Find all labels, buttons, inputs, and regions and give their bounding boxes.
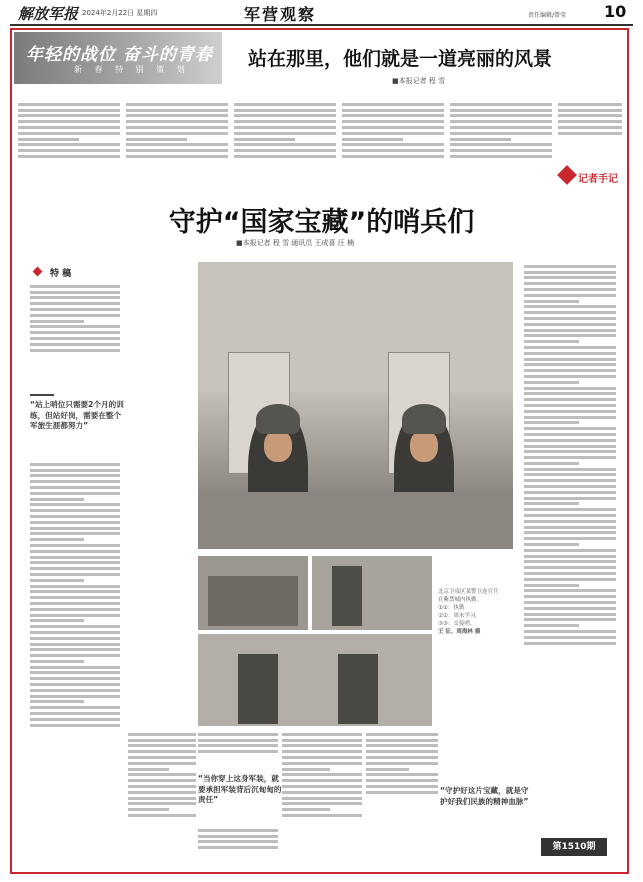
- text-line: [234, 149, 336, 152]
- text-line: [524, 630, 616, 633]
- text-line: [282, 773, 362, 776]
- text-line: [524, 618, 616, 621]
- text-line: [366, 762, 438, 765]
- text-line: [128, 768, 169, 771]
- text-line: [128, 808, 169, 811]
- photo-handover-soldier-1: [238, 654, 278, 724]
- story1-column-1: [18, 100, 120, 192]
- text-line: [30, 561, 120, 564]
- text-line: [558, 132, 622, 135]
- text-line: [18, 114, 120, 117]
- text-line: [342, 132, 444, 135]
- text-line: [524, 387, 616, 390]
- pull-quote-1: “站上哨位只需要2个月的训练，但站好岗，需要在整个军旅生涯都努力”: [30, 400, 124, 430]
- caption-line: ③③：交接哨。: [438, 621, 476, 627]
- masthead-rule: [10, 24, 633, 26]
- story1-headline: 站在那里，他们就是一道亮丽的风景: [248, 48, 553, 70]
- section-title: 军营观察: [244, 5, 317, 24]
- text-line: [126, 114, 228, 117]
- text-line: [558, 114, 622, 117]
- text-line: [128, 785, 196, 788]
- text-line: [198, 840, 278, 843]
- text-line: [30, 556, 120, 559]
- text-line: [524, 473, 616, 476]
- text-line: [450, 109, 552, 112]
- issue-date: 2024年2月22日 星期四: [82, 9, 158, 17]
- text-line: [524, 288, 616, 291]
- text-line: [282, 797, 362, 800]
- text-line: [30, 515, 120, 518]
- story2-column-3a: [198, 730, 278, 770]
- text-line: [126, 132, 228, 135]
- text-line: [234, 155, 336, 158]
- story2-column-1b: [30, 460, 120, 860]
- editor-credit: 责任编辑/曾莹: [528, 12, 567, 19]
- pull-quote-rule: [30, 394, 54, 396]
- text-line: [30, 695, 120, 698]
- text-line: [30, 302, 120, 305]
- text-line: [30, 689, 120, 692]
- text-line: [128, 750, 196, 753]
- text-line: [30, 296, 120, 299]
- text-line: [524, 560, 616, 563]
- text-line: [524, 520, 616, 523]
- text-line: [524, 485, 616, 488]
- text-line: [524, 450, 616, 453]
- text-line: [524, 346, 616, 349]
- text-line: [524, 323, 616, 326]
- text-line: [524, 555, 616, 558]
- text-line: [30, 590, 120, 593]
- text-line: [524, 613, 616, 616]
- text-line: [524, 578, 616, 581]
- text-line: [30, 331, 120, 334]
- text-line: [524, 601, 616, 604]
- text-line: [30, 498, 84, 501]
- text-line: [524, 491, 616, 494]
- text-line: [524, 642, 616, 645]
- text-line: [18, 126, 120, 129]
- text-line: [524, 445, 616, 448]
- text-line: [126, 149, 228, 152]
- text-line: [366, 756, 438, 759]
- text-line: [30, 337, 120, 340]
- text-line: [30, 614, 120, 617]
- text-line: [366, 733, 438, 736]
- text-line: [126, 120, 228, 123]
- text-line: [524, 340, 579, 343]
- text-line: [30, 625, 120, 628]
- text-line: [30, 544, 120, 547]
- text-line: [282, 733, 362, 736]
- caption-line: 北京卫戍区某警卫连官兵: [438, 589, 499, 595]
- text-line: [524, 636, 616, 639]
- text-line: [282, 750, 362, 753]
- text-line: [524, 502, 579, 505]
- text-line: [234, 143, 336, 146]
- text-line: [524, 352, 616, 355]
- pull-quote-3: “守护好这片宝藏，就是守护好我们民族的精神血脉”: [440, 786, 529, 806]
- text-line: [30, 654, 120, 657]
- text-line: [282, 744, 362, 747]
- text-line: [342, 120, 444, 123]
- story1-column-5: [450, 100, 552, 192]
- text-line: [366, 779, 438, 782]
- text-line: [282, 739, 362, 742]
- text-line: [30, 486, 120, 489]
- text-line: [30, 608, 120, 611]
- text-line: [128, 814, 196, 817]
- text-line: [30, 308, 120, 311]
- newspaper-logo: 解放军报: [18, 5, 79, 23]
- text-line: [30, 463, 120, 466]
- text-line: [30, 480, 120, 483]
- text-line: [524, 381, 579, 384]
- text-line: [30, 291, 120, 294]
- text-line: [126, 103, 228, 106]
- text-line: [366, 739, 438, 742]
- text-line: [450, 155, 552, 158]
- story2-column-2: [128, 730, 196, 866]
- story1-column-4: [342, 100, 444, 192]
- photo-duty: [312, 556, 432, 630]
- text-line: [450, 138, 511, 141]
- photo-duty-soldier: [332, 566, 362, 626]
- text-line: [524, 589, 616, 592]
- text-line: [30, 503, 120, 506]
- photo-caption: [438, 588, 514, 636]
- text-line: [30, 585, 120, 588]
- text-line: [524, 265, 616, 268]
- text-line: [524, 329, 616, 332]
- text-line: [342, 155, 444, 158]
- text-line: [450, 120, 552, 123]
- text-line: [30, 521, 120, 524]
- text-line: [282, 802, 362, 805]
- text-line: [524, 468, 616, 471]
- text-line: [342, 114, 444, 117]
- text-line: [128, 797, 196, 800]
- story2-column-4: [282, 730, 362, 866]
- text-line: [524, 526, 616, 529]
- banner-subtitle: 新 春 特 别 策 划: [74, 65, 190, 74]
- text-line: [234, 126, 336, 129]
- text-line: [198, 733, 278, 736]
- text-line: [30, 637, 120, 640]
- text-line: [198, 829, 278, 832]
- text-line: [18, 109, 120, 112]
- photo-handover-soldier-2: [338, 654, 378, 724]
- text-line: [30, 648, 120, 651]
- main-photo: [198, 262, 513, 549]
- soldier-right-hat: [402, 404, 446, 434]
- text-line: [342, 126, 444, 129]
- text-line: [450, 143, 552, 146]
- text-line: [30, 643, 120, 646]
- text-line: [558, 120, 622, 123]
- caption-line: 在紫禁城内执勤。: [438, 597, 483, 603]
- text-line: [128, 802, 196, 805]
- text-line: [524, 531, 616, 534]
- text-line: [524, 311, 616, 314]
- text-line: [126, 109, 228, 112]
- soldier-left-hat: [256, 404, 300, 434]
- text-line: [30, 285, 120, 288]
- text-line: [30, 602, 120, 605]
- text-line: [450, 103, 552, 106]
- text-line: [282, 762, 362, 765]
- text-line: [126, 126, 228, 129]
- text-line: [198, 835, 278, 838]
- text-line: [524, 584, 579, 587]
- text-line: [342, 143, 444, 146]
- text-line: [30, 532, 120, 535]
- text-line: [524, 398, 616, 401]
- text-line: [128, 779, 196, 782]
- photo-study: [198, 556, 308, 630]
- text-line: [30, 706, 120, 709]
- text-line: [558, 126, 622, 129]
- text-line: [342, 149, 444, 152]
- text-line: [128, 762, 196, 765]
- text-line: [30, 683, 120, 686]
- text-line: [30, 677, 120, 680]
- text-line: [366, 768, 409, 771]
- text-line: [282, 808, 330, 811]
- text-line: [30, 550, 120, 553]
- text-line: [524, 572, 616, 575]
- text-line: [30, 660, 84, 663]
- text-line: [524, 624, 579, 627]
- text-line: [282, 768, 330, 771]
- text-line: [524, 427, 616, 430]
- text-line: [126, 155, 228, 158]
- text-line: [234, 138, 295, 141]
- text-line: [366, 785, 438, 788]
- text-line: [342, 103, 444, 106]
- snow-ground: [198, 492, 513, 549]
- text-line: [128, 756, 196, 759]
- photo-study-figures: [208, 576, 298, 626]
- text-line: [524, 363, 616, 366]
- text-line: [30, 349, 120, 352]
- text-line: [30, 469, 120, 472]
- text-line: [18, 155, 120, 158]
- page-number: 10: [604, 2, 627, 21]
- text-line: [524, 294, 616, 297]
- caption-line: 王 征、周海林 摄: [438, 629, 481, 635]
- text-line: [524, 416, 616, 419]
- story2-column-5a: [366, 730, 438, 830]
- text-line: [524, 595, 616, 598]
- text-line: [30, 474, 120, 477]
- text-line: [524, 271, 616, 274]
- text-line: [524, 566, 616, 569]
- story2-column-1a: [30, 282, 120, 392]
- text-line: [30, 343, 120, 346]
- text-line: [234, 109, 336, 112]
- text-line: [366, 791, 438, 794]
- story1-byline: ■本报记者 程 雪: [392, 77, 446, 85]
- story2-right-column: [524, 262, 616, 832]
- text-line: [128, 773, 196, 776]
- text-line: [234, 132, 336, 135]
- text-line: [30, 666, 120, 669]
- text-line: [30, 700, 84, 703]
- text-line: [30, 579, 84, 582]
- text-line: [558, 109, 622, 112]
- text-line: [30, 619, 84, 622]
- text-line: [282, 814, 362, 817]
- text-line: [524, 433, 616, 436]
- text-line: [198, 744, 278, 747]
- text-line: [342, 138, 403, 141]
- text-line: [30, 718, 120, 721]
- text-line: [128, 733, 196, 736]
- text-line: [128, 739, 196, 742]
- text-line: [524, 462, 579, 465]
- text-line: [30, 325, 120, 328]
- text-line: [524, 479, 616, 482]
- text-line: [30, 320, 84, 323]
- text-line: [18, 132, 120, 135]
- banner-title: 年轻的战位 奋斗的青春: [26, 45, 213, 65]
- text-line: [198, 750, 278, 753]
- text-line: [342, 109, 444, 112]
- text-line: [524, 456, 616, 459]
- story1-column-6: [558, 100, 622, 160]
- text-line: [524, 537, 616, 540]
- story2-byline: ■本报记者 程 雪 通讯员 王成喜 汪 楠: [236, 239, 354, 247]
- text-line: [18, 138, 79, 141]
- text-line: [450, 132, 552, 135]
- text-line: [524, 410, 616, 413]
- text-line: [128, 791, 196, 794]
- text-line: [18, 120, 120, 123]
- text-line: [30, 631, 120, 634]
- text-line: [524, 317, 616, 320]
- text-line: [30, 596, 120, 599]
- text-line: [128, 744, 196, 747]
- text-line: [18, 149, 120, 152]
- text-line: [558, 103, 622, 106]
- soldier-right-face: [410, 430, 438, 462]
- text-line: [524, 508, 616, 511]
- story1-column-3: [234, 100, 336, 192]
- text-line: [450, 149, 552, 152]
- text-line: [30, 527, 120, 530]
- pull-quote-2: “当你穿上这身军装，就要承担军装背后沉甸甸的责任”: [198, 774, 282, 804]
- text-line: [524, 282, 616, 285]
- text-line: [234, 120, 336, 123]
- caption-line: ②②：周末学习。: [438, 613, 481, 619]
- soldier-left-face: [264, 430, 292, 462]
- story2-headline: 守护“国家宝藏”的哨兵们: [168, 207, 475, 238]
- text-line: [126, 138, 187, 141]
- text-line: [282, 756, 362, 759]
- text-line: [524, 305, 616, 308]
- text-line: [30, 492, 120, 495]
- text-line: [450, 126, 552, 129]
- story2-column-3b: [198, 826, 278, 866]
- text-line: [524, 334, 616, 337]
- text-line: [524, 543, 579, 546]
- caption-line: ①①：执勤: [438, 605, 465, 611]
- text-line: [524, 375, 616, 378]
- text-line: [234, 114, 336, 117]
- text-line: [198, 739, 278, 742]
- text-line: [282, 791, 362, 794]
- text-line: [30, 573, 120, 576]
- text-line: [524, 421, 579, 424]
- text-line: [366, 744, 438, 747]
- text-line: [524, 607, 616, 610]
- text-line: [524, 300, 579, 303]
- text-line: [450, 114, 552, 117]
- text-line: [524, 404, 616, 407]
- issue-number-badge: 第1510期: [541, 838, 607, 856]
- text-line: [30, 671, 120, 674]
- text-line: [30, 314, 120, 317]
- text-line: [18, 143, 120, 146]
- text-line: [366, 750, 438, 753]
- text-line: [524, 439, 616, 442]
- text-line: [524, 514, 616, 517]
- text-line: [198, 846, 278, 849]
- text-line: [524, 358, 616, 361]
- story1-column-2: [126, 100, 228, 192]
- text-line: [126, 143, 228, 146]
- text-line: [234, 103, 336, 106]
- text-line: [524, 549, 616, 552]
- text-line: [524, 392, 616, 395]
- text-line: [524, 276, 616, 279]
- notes-tag: 记者手记: [578, 174, 618, 185]
- text-line: [524, 369, 616, 372]
- text-line: [30, 538, 84, 541]
- text-line: [282, 785, 362, 788]
- text-line: [282, 779, 362, 782]
- text-line: [18, 103, 120, 106]
- text-line: [30, 724, 120, 727]
- text-line: [30, 509, 120, 512]
- text-line: [524, 497, 616, 500]
- text-line: [30, 567, 120, 570]
- photo-handover: [198, 634, 432, 726]
- feature-tag: 特 稿: [50, 269, 72, 279]
- text-line: [366, 773, 438, 776]
- text-line: [30, 712, 120, 715]
